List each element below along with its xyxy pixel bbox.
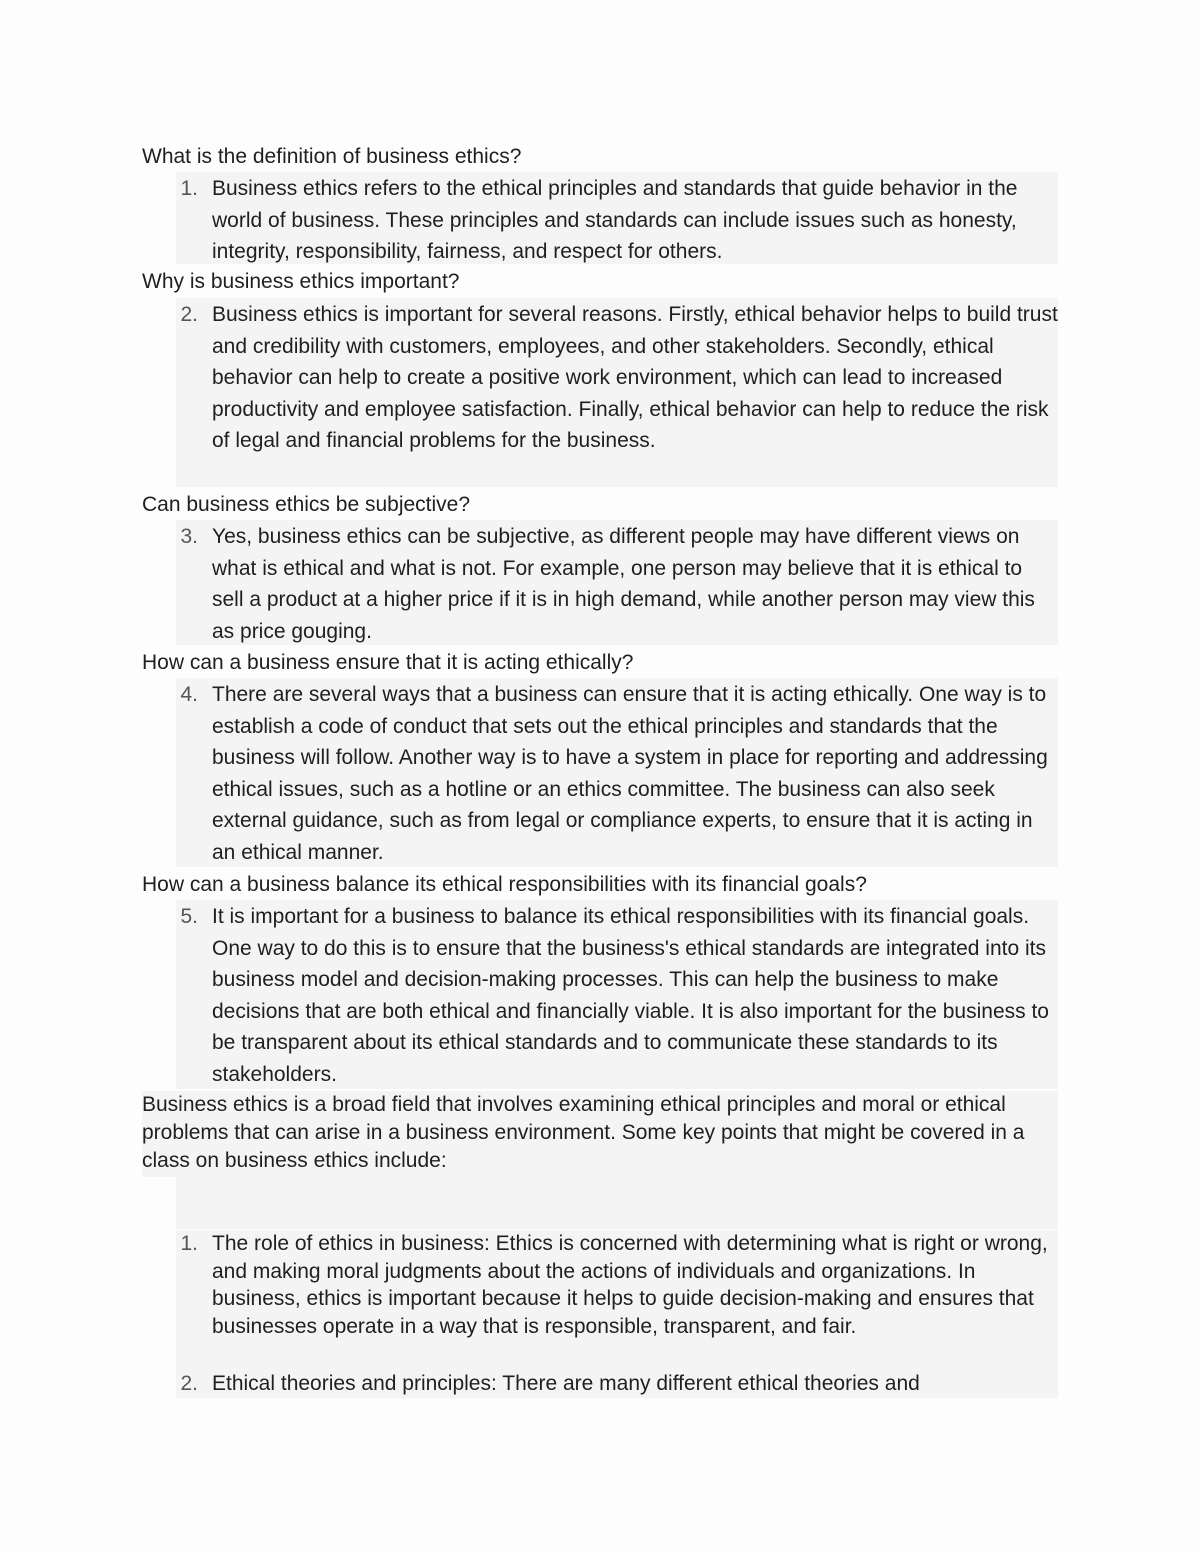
answer-item-1 [176, 172, 1058, 264]
list-number: 4. [180, 683, 198, 706]
question-2: Why is business ethics important? [142, 270, 460, 293]
list-number: 1. [180, 1232, 198, 1255]
key-point-text: The role of ethics in business: Ethics is concerned with determining what is right or wrong, and making moral judgments about the actions of individuals and organizations. In business, ethics is important because it helps to guide decision-making and ensures that businesses operate in a way that is responsible, transparent, and fair. [212, 1232, 1048, 1339]
answer-text: Yes, business ethics can be subjective, as different people may have different views on what is ethical and what is not. For example, one person may believe that it is ethical to sell a product at a higher price if it is in high demand, while another person may view this as price gouging. [212, 525, 1035, 643]
key-point-2 [176, 1370, 1058, 1398]
question-3: Can business ethics be subjective? [142, 493, 471, 516]
answer-item-2 [176, 298, 1058, 487]
list-number: 2. [180, 1372, 198, 1395]
intro-paragraph: Business ethics is a broad field that involves examining ethical principles and moral or ethical problems that can arise in a business environment. Some key points that might be covered in a class on business ethics include: [142, 1091, 1058, 1177]
key-point-text: Ethical theories and principles: There are many different ethical theories and [212, 1372, 920, 1395]
list-number: 2. [180, 303, 198, 326]
answer-item-3 [176, 520, 1058, 645]
answer-item-5 [176, 900, 1058, 1089]
answer-item-4 [176, 678, 1058, 867]
question-5: How can a business balance its ethical responsibilities with its financial goals? [142, 873, 867, 896]
answer-text: It is important for a business to balance its ethical responsibilities with its financial goals. One way to do this is to ensure that the business's ethical standards are integrated into its business model and decision-making processes. This can help the business to make decisions that are both ethical and financially viable. It is also important for the business to be transparent about its ethical standards and to communicate these standards to its stakeholders. [212, 905, 1049, 1086]
list-number: 1. [180, 177, 198, 200]
answer-text: Business ethics refers to the ethical principles and standards that guide behavior in the world of business. These principles and standards can include issues such as honesty, integrity, responsibility, fairness, and respect for others. [212, 177, 1018, 264]
answer-text: There are several ways that a business can ensure that it is acting ethically. One way is to establish a code of conduct that sets out the ethical principles and standards that the business will follow. Another way is to have a system in place for reporting and addressing ethical issues, such as a hotline or an ethics committee. The business can also seek external guidance, such as from legal or compliance experts, to ensure that it is acting in an ethical manner. [212, 683, 1048, 864]
list-number: 3. [180, 525, 198, 548]
question-1: What is the definition of business ethics? [142, 145, 522, 168]
answer-text: Business ethics is important for several reasons. Firstly, ethical behavior helps to build trust and credibility with customers, employees, and other stakeholders. Secondly, ethical behavior can help to create a positive work environment, which can lead to increased productivity and employee satisfaction. Finally, ethical behavior can help to reduce the risk of legal and financial problems for the business. [212, 303, 1058, 453]
list-number: 5. [180, 905, 198, 928]
paragraph-spacer [176, 1177, 1058, 1229]
key-point-1 [176, 1230, 1058, 1372]
question-4: How can a business ensure that it is acting ethically? [142, 651, 634, 674]
